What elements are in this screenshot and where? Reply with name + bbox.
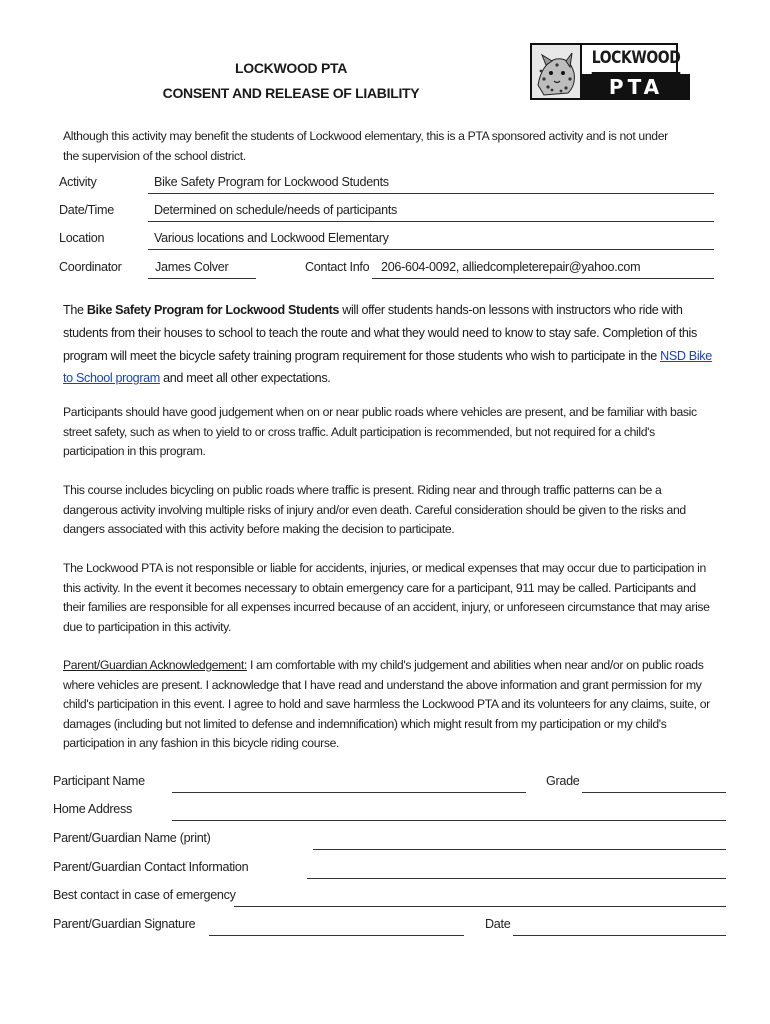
program-name: Bike Safety Program for Lockwood Students: [86, 303, 340, 317]
nsd-bike-to-school-link[interactable]: NSD Bike to School program: [63, 348, 712, 386]
activity-label: Activity: [59, 175, 97, 189]
program-text-a: will offer students hands-on lessons with instructors who ride with students from their houses to school to teach the route and what they would need to know to stay safe. Completion of this program will meet the bicycle safety training program requirement for those students who wish to participate in the: [63, 303, 697, 363]
guardian-contact-label: Parent/Guardian Contact Information: [53, 860, 249, 874]
location-underline: [148, 249, 714, 250]
program-text-b: and meet all other expectations.: [159, 371, 331, 386]
guardian-name-label: Parent/Guardian Name (print): [53, 831, 211, 845]
acknowledgement-heading: Parent/Guardian Acknowledgement:: [63, 658, 247, 672]
home-address-label: Home Address: [53, 802, 132, 816]
coordinator-value: James Colver: [155, 260, 229, 274]
activity-value: Bike Safety Program for Lockwood Students: [154, 175, 389, 189]
document-title-line1: LOCKWOOD PTA: [234, 60, 348, 76]
risk-paragraph: This course includes bicycling on public roads where traffic is present. Riding near and through traffic patterns can be a dangerous activity involving multiple risks of injury and/or even death. Careful consideration should be given to the risks and dangers associated with this activity before making the decision to participate.: [63, 483, 686, 537]
logo-wordmark-lockwood: LOCKWOOD: [592, 45, 681, 74]
datetime-underline: [148, 221, 714, 222]
contact-info-value: 206-604-0092, alliedcompleterepair@yahoo.com: [381, 260, 641, 274]
intro-text: Although this activity may benefit the students of Lockwood elementary, this is a PTA sponsored activity and is not under the supervision of the school district.: [63, 129, 668, 163]
logo-wordmark-pta: PTA: [582, 74, 690, 100]
emergency-contact-label: Best contact in case of emergency: [53, 888, 236, 902]
document-title-line2: CONSENT AND RELEASE OF LIABILITY: [162, 85, 420, 101]
emergency-contact-field[interactable]: [234, 906, 726, 907]
coordinator-label: Coordinator: [59, 260, 122, 274]
program-description: [63, 299, 713, 390]
participant-name-field[interactable]: [172, 792, 526, 793]
lockwood-pta-logo: [530, 43, 681, 100]
guardian-name-field[interactable]: [313, 849, 726, 850]
activity-underline: [148, 193, 714, 194]
participant-name-label: Participant Name: [53, 774, 145, 788]
location-value: Various locations and Lockwood Elementary: [154, 231, 389, 245]
guardian-contact-field[interactable]: [307, 878, 726, 879]
liability-paragraph: The Lockwood PTA is not responsible or liable for accidents, injuries, or medical expenses that may occur due to participation in this activity. In the event it becomes necessary to obtain emergency care for a participant, 911 may be called. Participants and their families are responsible for all expenses incurred because of an accident, injury, or unforeseen circumstance that may arise due to participation in this activity.: [63, 561, 710, 634]
leopard-icon: [532, 45, 582, 98]
grade-field[interactable]: [582, 792, 726, 793]
contact-info-underline: [372, 278, 714, 279]
contact-info-label: Contact Info: [305, 260, 370, 274]
grade-label: Grade: [546, 774, 580, 788]
acknowledgement-paragraph: [63, 656, 713, 754]
date-label: Date: [485, 917, 511, 931]
acknowledgement-text: I am comfortable with my child's judgement and abilities when near and/or on public roads where vehicles are present. I acknowledge that I have read and understand the above information and grant permission for my child's participation in this event. I agree to hold and save harmless the Lockwood PTA and its volunteers for any claims, suite, or damages (including but not limited to defense and indemnification) which might result from my participation or my child's participation in any fashion in this bicycle riding course.: [63, 658, 710, 751]
coordinator-underline: [148, 278, 256, 279]
program-the: The: [63, 303, 87, 317]
guardian-signature-field[interactable]: [209, 935, 464, 936]
home-address-field[interactable]: [172, 820, 726, 821]
date-field[interactable]: [513, 935, 726, 936]
datetime-value: Determined on schedule/needs of participants: [154, 203, 398, 217]
guardian-signature-label: Parent/Guardian Signature: [53, 917, 196, 931]
datetime-label: Date/Time: [59, 203, 114, 217]
location-label: Location: [59, 231, 105, 245]
judgement-paragraph: Participants should have good judgement when on or near public roads where vehicles are present, and be familiar with basic street safety, such as when to yield to or cross traffic. Adult participation is recommended, but not required for a child's participation in this program.: [63, 405, 697, 459]
